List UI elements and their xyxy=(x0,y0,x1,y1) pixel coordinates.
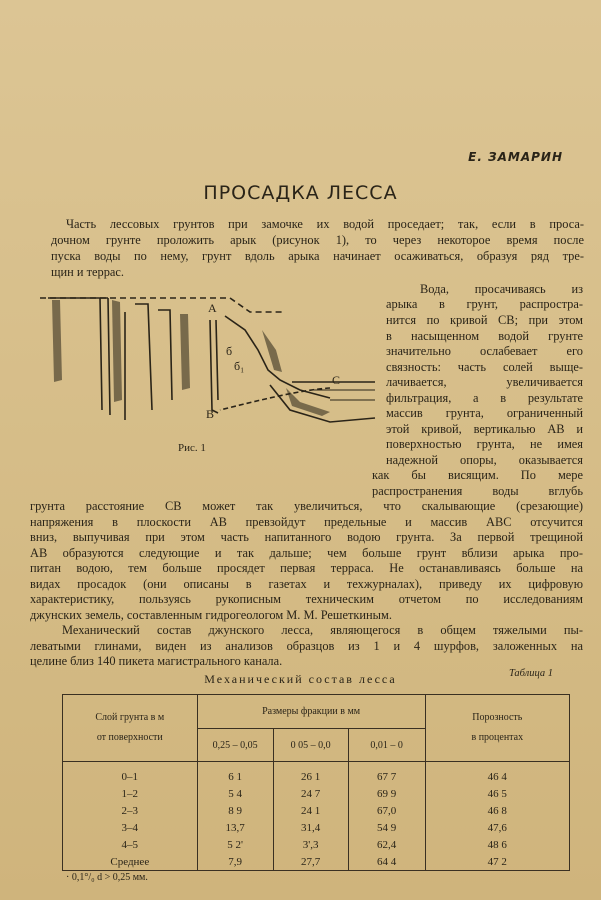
cell-layer: 2–3 xyxy=(63,802,198,819)
cell-value: 5 2' xyxy=(197,836,273,853)
cell-value: 24 7 xyxy=(273,785,348,802)
column-line: Вода, просачиваясь из xyxy=(420,282,583,296)
cell-layer: Среднее xyxy=(63,853,198,871)
column-line: связность: часть солей выще- xyxy=(386,360,583,374)
cell-value: 54 9 xyxy=(348,819,425,836)
body-line: леватыми глинами, виден из анализов образцов из 1 и 4 шурфов, заложенных на xyxy=(30,639,583,653)
body-line: АВ образуются следующие и так дальше; чем больше грунт вблизи арыка про- xyxy=(30,546,583,560)
cell-value: 67,0 xyxy=(348,802,425,819)
cell-value: 5 4 xyxy=(197,785,273,802)
body-line: характеристику, пользуясь рукописным техническим отчетом по исследованиям xyxy=(30,592,583,606)
cell-porosity: 48 6 xyxy=(425,836,569,853)
cell-porosity: 47 2 xyxy=(425,853,569,871)
subheader-fraction: 0,01 – 0 xyxy=(348,729,425,762)
author-name: Е. ЗАМАРИН xyxy=(468,150,563,164)
mechanical-composition-table xyxy=(62,694,570,871)
body-line: питан водою, тем больше просядет первая терраса. Не останавливаясь больше на xyxy=(30,561,583,575)
terrace-blocks xyxy=(48,298,172,420)
label-z2: б₁ xyxy=(234,359,245,373)
body-line: целине близ 140 пикета магистрального канала. xyxy=(30,654,283,668)
figure-subsidence-diagram xyxy=(30,290,380,440)
cell-value: 69 9 xyxy=(348,785,425,802)
cell-value: 62,4 xyxy=(348,836,425,853)
label-c: С xyxy=(332,373,341,387)
header-layer-line2: от поверхности xyxy=(96,732,163,743)
column-line: нится по кривой СВ; при этом xyxy=(386,313,583,327)
intro-line: пуска воды по нему, грунт вдоль арыка начинает осаживаться, образуя ряд тре- xyxy=(51,249,584,263)
intro-line: щин и террас. xyxy=(51,265,125,279)
label-b: В xyxy=(206,407,215,421)
table-row xyxy=(63,819,570,836)
cell-value: 6 1 xyxy=(197,762,273,786)
table-row xyxy=(63,785,570,802)
column-line: надежной опоры, оказывается xyxy=(386,453,583,467)
cell-value: 26 1 xyxy=(273,762,348,786)
intro-line: дочном грунте проложить арык (рисунок 1), то через некоторое время после xyxy=(51,233,584,247)
column-line: массив грунта, ограниченный xyxy=(386,406,583,420)
cell-porosity: 47,6 xyxy=(425,819,569,836)
header-porosity xyxy=(425,695,569,762)
cell-value: 8 9 xyxy=(197,802,273,819)
cell-value: 24 1 xyxy=(273,802,348,819)
body-line: видах просадок (они описаны в газетах и техжурналах), приведу их цифровую xyxy=(30,577,583,591)
cell-porosity: 46 8 xyxy=(425,802,569,819)
column-line: распространения воды вглубь xyxy=(372,484,583,498)
table-row-average xyxy=(63,853,570,871)
header-porosity-line1: Порозность xyxy=(472,712,523,723)
crack-ab xyxy=(210,320,218,413)
column-line: арыка в грунт, распростра- xyxy=(386,297,583,311)
table-row xyxy=(63,762,570,786)
body-line: вниз, выпучивая при этом часть напитанного водою грунта. За первой трещиной xyxy=(30,530,583,544)
subheader-fraction: 0,25 – 0,05 xyxy=(197,729,273,762)
header-layer-line1: Слой грунта в м xyxy=(95,712,165,723)
body-line: джунских земель, составленным гидрогеологом М. М. Решеткиным. xyxy=(30,608,392,622)
table-footnote: · 0,1°/₀ d > 0,25 мм. xyxy=(66,872,148,883)
column-line: значительно ослабевает его xyxy=(386,344,583,358)
table-row xyxy=(63,836,570,853)
cell-porosity: 46 5 xyxy=(425,785,569,802)
body-line: Механический состав джунского лесса, являющегося в общем тяжелыми пы- xyxy=(62,623,583,637)
cell-layer: 4–5 xyxy=(63,836,198,853)
cell-value: 7,9 xyxy=(197,853,273,871)
cell-value: 31,4 xyxy=(273,819,348,836)
label-a: А xyxy=(208,301,217,315)
figure-caption: Рис. 1 xyxy=(178,442,206,454)
label-z1: б xyxy=(226,344,233,358)
cell-layer: 0–1 xyxy=(63,762,198,786)
column-line: фильтрация, а в результате xyxy=(386,391,583,405)
header-layer xyxy=(63,695,198,762)
table-title: Механический состав лесса xyxy=(204,672,397,686)
cell-layer: 1–2 xyxy=(63,785,198,802)
header-porosity-line2: в процентах xyxy=(471,732,524,743)
cell-value: 67 7 xyxy=(348,762,425,786)
cell-value: 13,7 xyxy=(197,819,273,836)
table-row xyxy=(63,802,570,819)
article-title: ПРОСАДКА ЛЕССА xyxy=(203,182,398,204)
column-line: лачивается, увеличивается xyxy=(386,375,583,389)
column-line: как бы висящим. По мере xyxy=(372,468,583,482)
cell-value: 64 4 xyxy=(348,853,425,871)
cell-value: 3',3 xyxy=(273,836,348,853)
channel-bottom xyxy=(270,385,375,422)
column-line: в насыщенном водой грунте xyxy=(386,329,583,343)
table-reference: Таблица 1 xyxy=(508,668,553,679)
body-line: грунта расстояние СВ может так увеличиться, что скалывающие (срезающие) xyxy=(30,499,583,513)
intro-line: Часть лессовых грунтов при замочке их водой проседает; так, если в проса- xyxy=(66,217,584,231)
cell-layer: 3–4 xyxy=(63,819,198,836)
column-line: этой кривой, вертикалью АВ и xyxy=(386,422,583,436)
header-fractions: Размеры фракции в мм xyxy=(197,695,425,729)
column-line: поверхностью грунта, не имея xyxy=(386,437,583,451)
cell-porosity: 46 4 xyxy=(425,762,569,786)
body-line: напряжения в плоскости АВ превзойдут предельные и массив АВС отсучится xyxy=(30,515,583,529)
subheader-fraction: 0 05 – 0,0 xyxy=(273,729,348,762)
cell-value: 27,7 xyxy=(273,853,348,871)
